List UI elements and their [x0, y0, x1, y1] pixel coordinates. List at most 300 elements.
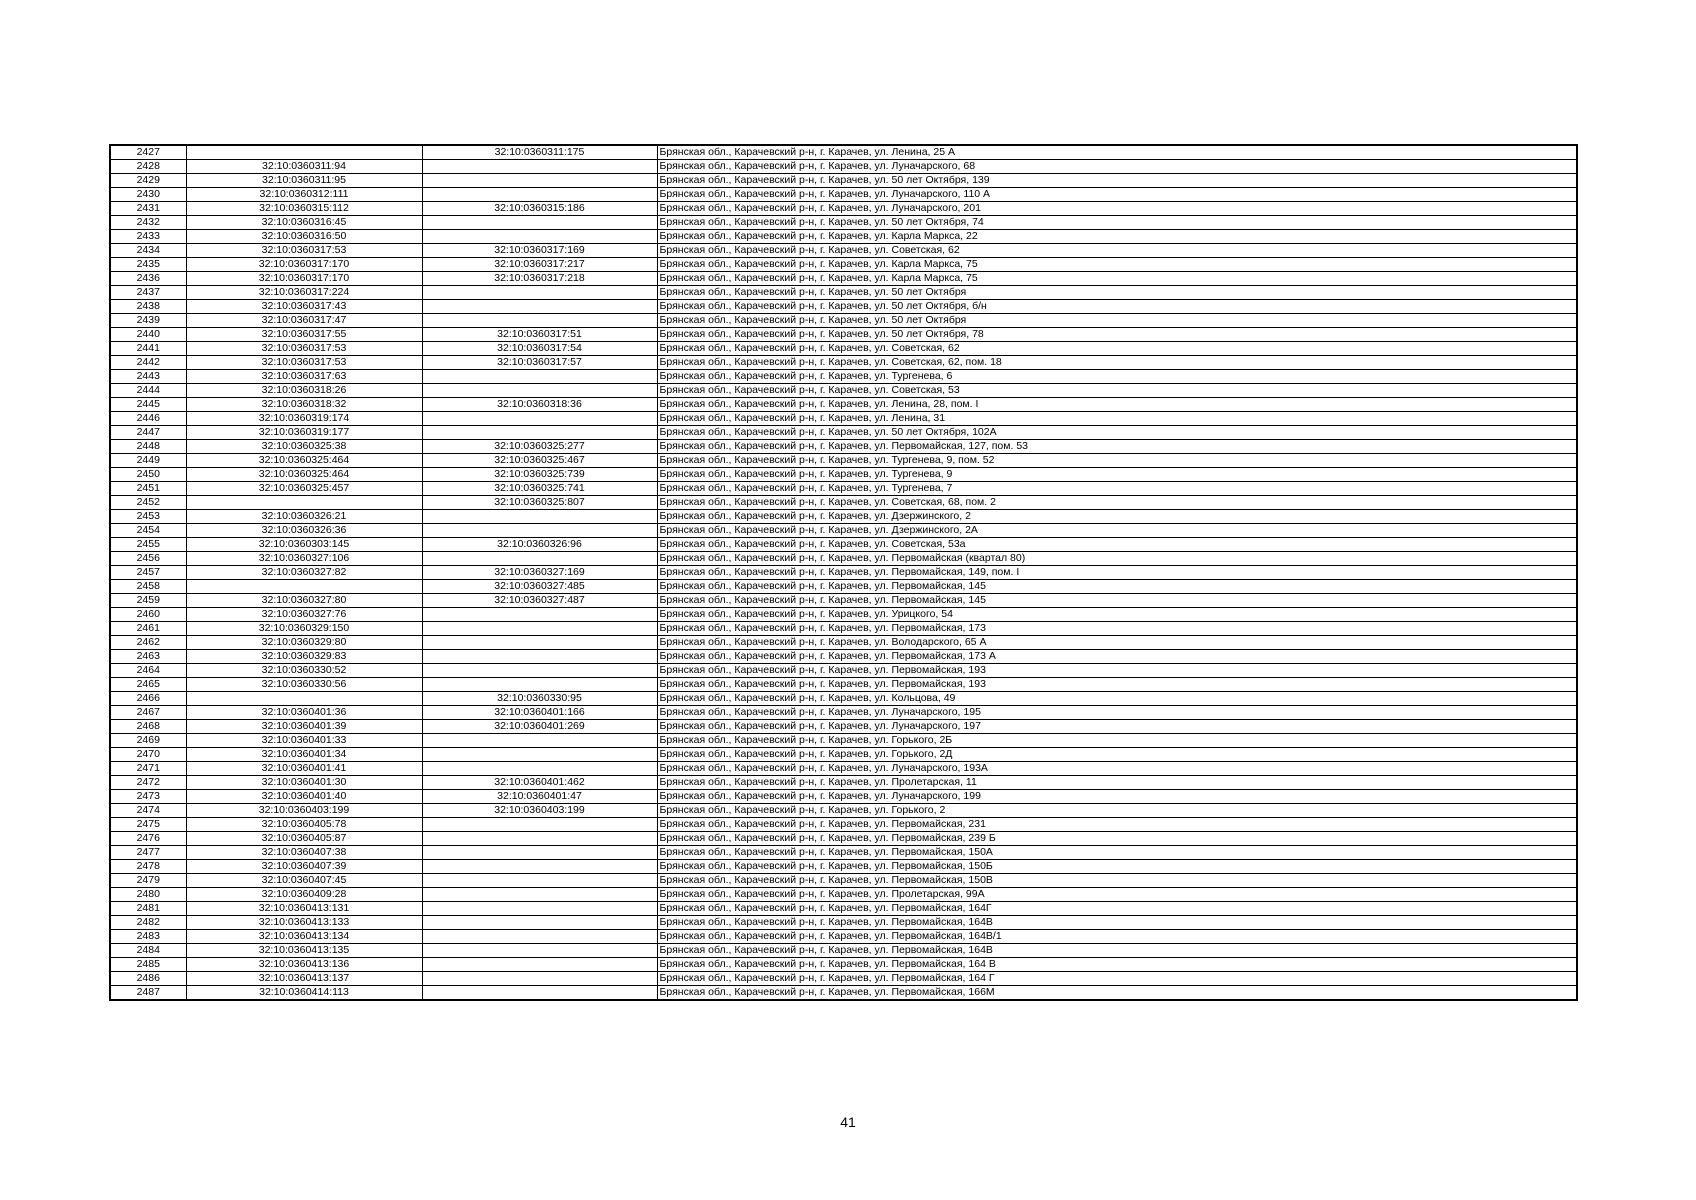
cell-cadastral-number-land: 32:10:0360401:33	[186, 734, 422, 748]
cell-cadastral-number-land: 32:10:0360325:464	[186, 454, 422, 468]
cell-cadastral-number-building	[422, 818, 657, 832]
cell-cadastral-number-land: 32:10:0360401:30	[186, 776, 422, 790]
cell-cadastral-number-land: 32:10:0360330:52	[186, 664, 422, 678]
cell-cadastral-number-land: 32:10:0360317:55	[186, 328, 422, 342]
cell-cadastral-number-land: 32:10:0360326:36	[186, 524, 422, 538]
cell-cadastral-number-building: 32:10:0360330:95	[422, 692, 657, 706]
cell-row-number: 2435	[110, 258, 186, 272]
cell-cadastral-number-land: 32:10:0360319:174	[186, 412, 422, 426]
cell-row-number: 2468	[110, 720, 186, 734]
cell-cadastral-number-building: 32:10:0360327:169	[422, 566, 657, 580]
cell-cadastral-number-land: 32:10:0360318:26	[186, 384, 422, 398]
cell-address: Брянская обл., Карачевский р-н, г. Карачев, ул. Советская, 53а	[657, 538, 1577, 552]
cell-cadastral-number-building	[422, 524, 657, 538]
table-row	[110, 944, 1577, 958]
cell-address: Брянская обл., Карачевский р-н, г. Карачев, ул. Первомайская, 150Б	[657, 860, 1577, 874]
table-row	[110, 986, 1577, 1001]
cell-address: Брянская обл., Карачевский р-н, г. Карачев, ул. Луначарского, 110 А	[657, 188, 1577, 202]
cell-cadastral-number-building	[422, 370, 657, 384]
cell-row-number: 2467	[110, 706, 186, 720]
cell-cadastral-number-land: 32:10:0360405:78	[186, 818, 422, 832]
cell-cadastral-number-building: 32:10:0360317:51	[422, 328, 657, 342]
table-row	[110, 440, 1577, 454]
table-row	[110, 748, 1577, 762]
cell-row-number: 2444	[110, 384, 186, 398]
cell-cadastral-number-building	[422, 832, 657, 846]
cell-cadastral-number-land: 32:10:0360413:131	[186, 902, 422, 916]
cell-row-number: 2471	[110, 762, 186, 776]
table-row	[110, 706, 1577, 720]
cell-row-number: 2486	[110, 972, 186, 986]
table-row	[110, 776, 1577, 790]
cell-row-number: 2480	[110, 888, 186, 902]
cell-cadastral-number-building	[422, 860, 657, 874]
cell-address: Брянская обл., Карачевский р-н, г. Карачев, ул. Первомайская, 166М	[657, 986, 1577, 1001]
table-row	[110, 874, 1577, 888]
cell-address: Брянская обл., Карачевский р-н, г. Карачев, ул. Первомайская, 145	[657, 594, 1577, 608]
cell-row-number: 2469	[110, 734, 186, 748]
table-row	[110, 888, 1577, 902]
cell-cadastral-number-land: 32:10:0360401:41	[186, 762, 422, 776]
cell-cadastral-number-land: 32:10:0360407:45	[186, 874, 422, 888]
cell-cadastral-number-building: 32:10:0360325:807	[422, 496, 657, 510]
cell-cadastral-number-building	[422, 650, 657, 664]
cell-address: Брянская обл., Карачевский р-н, г. Карачев, ул. Первомайская, 164 Г	[657, 972, 1577, 986]
cell-cadastral-number-building	[422, 734, 657, 748]
table-row	[110, 145, 1577, 160]
cell-address: Брянская обл., Карачевский р-н, г. Карачев, ул. Советская, 68, пом. 2	[657, 496, 1577, 510]
cell-cadastral-number-building: 32:10:0360325:467	[422, 454, 657, 468]
cell-row-number: 2439	[110, 314, 186, 328]
table-row	[110, 244, 1577, 258]
cell-cadastral-number-building: 32:10:0360401:47	[422, 790, 657, 804]
registry-table	[109, 144, 1578, 1001]
table-row	[110, 608, 1577, 622]
table-row	[110, 454, 1577, 468]
cell-address: Брянская обл., Карачевский р-н, г. Карачев, ул. Луначарского, 199	[657, 790, 1577, 804]
table-row	[110, 188, 1577, 202]
cell-address: Брянская обл., Карачевский р-н, г. Карачев, ул. 50 лет Октября, 102А	[657, 426, 1577, 440]
cell-cadastral-number-building	[422, 930, 657, 944]
cell-cadastral-number-building	[422, 888, 657, 902]
cell-cadastral-number-land: 32:10:0360316:45	[186, 216, 422, 230]
cell-cadastral-number-building: 32:10:0360327:487	[422, 594, 657, 608]
cell-row-number: 2429	[110, 174, 186, 188]
cell-row-number: 2427	[110, 145, 186, 160]
cell-cadastral-number-building: 32:10:0360317:54	[422, 342, 657, 356]
cell-cadastral-number-building	[422, 636, 657, 650]
table-row	[110, 370, 1577, 384]
cell-address: Брянская обл., Карачевский р-н, г. Карачев, ул. Советская, 53	[657, 384, 1577, 398]
cell-cadastral-number-land: 32:10:0360329:150	[186, 622, 422, 636]
cell-cadastral-number-building: 32:10:0360315:186	[422, 202, 657, 216]
cell-address: Брянская обл., Карачевский р-н, г. Карачев, ул. Первомайская, 164 В	[657, 958, 1577, 972]
cell-cadastral-number-land: 32:10:0360326:21	[186, 510, 422, 524]
cell-cadastral-number-building: 32:10:0360317:169	[422, 244, 657, 258]
cell-address: Брянская обл., Карачевский р-н, г. Карачев, ул. Карла Маркса, 22	[657, 230, 1577, 244]
cell-cadastral-number-building	[422, 958, 657, 972]
cell-row-number: 2457	[110, 566, 186, 580]
cell-row-number: 2455	[110, 538, 186, 552]
cell-row-number: 2452	[110, 496, 186, 510]
table-row	[110, 426, 1577, 440]
cell-cadastral-number-building	[422, 972, 657, 986]
cell-cadastral-number-land: 32:10:0360327:76	[186, 608, 422, 622]
cell-row-number: 2432	[110, 216, 186, 230]
table-row	[110, 482, 1577, 496]
table-row	[110, 342, 1577, 356]
cell-address: Брянская обл., Карачевский р-н, г. Карачев, ул. Первомайская, 173 А	[657, 650, 1577, 664]
table-row	[110, 804, 1577, 818]
cell-row-number: 2449	[110, 454, 186, 468]
table-row	[110, 636, 1577, 650]
table-row	[110, 930, 1577, 944]
cell-cadastral-number-land: 32:10:0360413:136	[186, 958, 422, 972]
table-row	[110, 258, 1577, 272]
cell-cadastral-number-building	[422, 314, 657, 328]
cell-address: Брянская обл., Карачевский р-н, г. Карачев, ул. Володарского, 65 А	[657, 636, 1577, 650]
cell-address: Брянская обл., Карачевский р-н, г. Карачев, ул. 50 лет Октября, б/н	[657, 300, 1577, 314]
cell-cadastral-number-building	[422, 174, 657, 188]
cell-cadastral-number-land: 32:10:0360401:34	[186, 748, 422, 762]
cell-row-number: 2438	[110, 300, 186, 314]
cell-cadastral-number-land: 32:10:0360329:83	[186, 650, 422, 664]
cell-cadastral-number-land: 32:10:0360319:177	[186, 426, 422, 440]
cell-cadastral-number-building	[422, 748, 657, 762]
cell-address: Брянская обл., Карачевский р-н, г. Карачев, ул. Первомайская, 150В	[657, 874, 1577, 888]
table-row	[110, 202, 1577, 216]
cell-row-number: 2482	[110, 916, 186, 930]
cell-cadastral-number-land: 32:10:0360312:111	[186, 188, 422, 202]
cell-cadastral-number-building: 32:10:0360326:96	[422, 538, 657, 552]
table-row	[110, 328, 1577, 342]
cell-cadastral-number-land: 32:10:0360325:464	[186, 468, 422, 482]
cell-row-number: 2475	[110, 818, 186, 832]
cell-cadastral-number-building	[422, 216, 657, 230]
cell-cadastral-number-land: 32:10:0360401:39	[186, 720, 422, 734]
cell-address: Брянская обл., Карачевский р-н, г. Карачев, ул. Луначарского, 197	[657, 720, 1577, 734]
table-row	[110, 286, 1577, 300]
table-row	[110, 174, 1577, 188]
cell-address: Брянская обл., Карачевский р-н, г. Карачев, ул. Первомайская, 150А	[657, 846, 1577, 860]
cell-row-number: 2463	[110, 650, 186, 664]
cell-row-number: 2445	[110, 398, 186, 412]
cell-cadastral-number-building: 32:10:0360317:57	[422, 356, 657, 370]
cell-cadastral-number-building: 32:10:0360325:741	[422, 482, 657, 496]
cell-address: Брянская обл., Карачевский р-н, г. Карачев, ул. 50 лет Октября	[657, 286, 1577, 300]
table-row	[110, 566, 1577, 580]
cell-cadastral-number-building	[422, 664, 657, 678]
cell-cadastral-number-land: 32:10:0360317:224	[186, 286, 422, 300]
cell-row-number: 2454	[110, 524, 186, 538]
cell-cadastral-number-land: 32:10:0360407:38	[186, 846, 422, 860]
cell-address: Брянская обл., Карачевский р-н, г. Карачев, ул. Тургенева, 9, пом. 52	[657, 454, 1577, 468]
cell-cadastral-number-land: 32:10:0360330:56	[186, 678, 422, 692]
cell-cadastral-number-building: 32:10:0360401:462	[422, 776, 657, 790]
cell-cadastral-number-land: 32:10:0360317:43	[186, 300, 422, 314]
cell-address: Брянская обл., Карачевский р-н, г. Карачев, ул. Луначарского, 201	[657, 202, 1577, 216]
cell-cadastral-number-land: 32:10:0360401:40	[186, 790, 422, 804]
table-row	[110, 552, 1577, 566]
cell-cadastral-number-building	[422, 622, 657, 636]
cell-address: Брянская обл., Карачевский р-н, г. Карачев, ул. 50 лет Октября, 139	[657, 174, 1577, 188]
cell-cadastral-number-land: 32:10:0360317:53	[186, 356, 422, 370]
table-row	[110, 594, 1577, 608]
cell-address: Брянская обл., Карачевский р-н, г. Карачев, ул. Кольцова, 49	[657, 692, 1577, 706]
cell-cadastral-number-building	[422, 412, 657, 426]
cell-row-number: 2447	[110, 426, 186, 440]
cell-row-number: 2483	[110, 930, 186, 944]
cell-cadastral-number-land: 32:10:0360407:39	[186, 860, 422, 874]
cell-row-number: 2428	[110, 160, 186, 174]
cell-address: Брянская обл., Карачевский р-н, г. Карачев, ул. Первомайская, 231	[657, 818, 1577, 832]
cell-cadastral-number-building: 32:10:0360311:175	[422, 145, 657, 160]
cell-cadastral-number-building	[422, 300, 657, 314]
cell-address: Брянская обл., Карачевский р-н, г. Карачев, ул. Первомайская, 239 Б	[657, 832, 1577, 846]
cell-row-number: 2441	[110, 342, 186, 356]
cell-cadastral-number-land: 32:10:0360311:95	[186, 174, 422, 188]
cell-row-number: 2461	[110, 622, 186, 636]
cell-cadastral-number-land: 32:10:0360327:80	[186, 594, 422, 608]
table-row	[110, 384, 1577, 398]
table-row	[110, 496, 1577, 510]
cell-row-number: 2464	[110, 664, 186, 678]
cell-cadastral-number-land: 32:10:0360414:113	[186, 986, 422, 1001]
cell-address: Брянская обл., Карачевский р-н, г. Карачев, ул. Советская, 62	[657, 244, 1577, 258]
table-row	[110, 356, 1577, 370]
cell-cadastral-number-land: 32:10:0360317:53	[186, 244, 422, 258]
cell-cadastral-number-land: 32:10:0360409:28	[186, 888, 422, 902]
cell-row-number: 2460	[110, 608, 186, 622]
cell-row-number: 2474	[110, 804, 186, 818]
cell-address: Брянская обл., Карачевский р-н, г. Карачев, ул. 50 лет Октября	[657, 314, 1577, 328]
cell-address: Брянская обл., Карачевский р-н, г. Карачев, ул. Советская, 62, пом. 18	[657, 356, 1577, 370]
cell-cadastral-number-building: 32:10:0360325:277	[422, 440, 657, 454]
cell-address: Брянская обл., Карачевский р-н, г. Карачев, ул. Первомайская, 193	[657, 664, 1577, 678]
cell-row-number: 2470	[110, 748, 186, 762]
cell-address: Брянская обл., Карачевский р-н, г. Карачев, ул. Первомайская, 193	[657, 678, 1577, 692]
cell-cadastral-number-land: 32:10:0360317:53	[186, 342, 422, 356]
cell-address: Брянская обл., Карачевский р-н, г. Карачев, ул. Тургенева, 6	[657, 370, 1577, 384]
cell-address: Брянская обл., Карачевский р-н, г. Карачев, ул. Луначарского, 193А	[657, 762, 1577, 776]
table-row	[110, 468, 1577, 482]
cell-row-number: 2431	[110, 202, 186, 216]
table-row	[110, 524, 1577, 538]
cell-cadastral-number-land	[186, 580, 422, 594]
table-row	[110, 958, 1577, 972]
registry-table-body	[110, 145, 1577, 1000]
cell-cadastral-number-land: 32:10:0360327:82	[186, 566, 422, 580]
cell-cadastral-number-land: 32:10:0360311:94	[186, 160, 422, 174]
cell-cadastral-number-building: 32:10:0360318:36	[422, 398, 657, 412]
cell-address: Брянская обл., Карачевский р-н, г. Карачев, ул. Первомайская (квартал 80)	[657, 552, 1577, 566]
cell-row-number: 2436	[110, 272, 186, 286]
cell-cadastral-number-land: 32:10:0360413:137	[186, 972, 422, 986]
table-row	[110, 622, 1577, 636]
cell-row-number: 2446	[110, 412, 186, 426]
cell-cadastral-number-building	[422, 916, 657, 930]
table-row	[110, 398, 1577, 412]
table-row	[110, 650, 1577, 664]
cell-address: Брянская обл., Карачевский р-н, г. Карачев, ул. Дзержинского, 2А	[657, 524, 1577, 538]
cell-cadastral-number-land: 32:10:0360318:32	[186, 398, 422, 412]
cell-row-number: 2476	[110, 832, 186, 846]
cell-cadastral-number-land: 32:10:0360325:457	[186, 482, 422, 496]
cell-cadastral-number-land: 32:10:0360317:170	[186, 258, 422, 272]
cell-row-number: 2442	[110, 356, 186, 370]
cell-cadastral-number-land	[186, 692, 422, 706]
cell-row-number: 2473	[110, 790, 186, 804]
table-row	[110, 510, 1577, 524]
table-row	[110, 916, 1577, 930]
cell-cadastral-number-building	[422, 678, 657, 692]
table-row	[110, 972, 1577, 986]
cell-row-number: 2433	[110, 230, 186, 244]
cell-address: Брянская обл., Карачевский р-н, г. Карачев, ул. 50 лет Октября, 78	[657, 328, 1577, 342]
cell-row-number: 2462	[110, 636, 186, 650]
cell-row-number: 2487	[110, 986, 186, 1001]
table-row	[110, 230, 1577, 244]
cell-cadastral-number-building: 32:10:0360317:218	[422, 272, 657, 286]
cell-cadastral-number-land: 32:10:0360413:134	[186, 930, 422, 944]
cell-cadastral-number-land: 32:10:0360405:87	[186, 832, 422, 846]
cell-row-number: 2443	[110, 370, 186, 384]
cell-cadastral-number-building	[422, 944, 657, 958]
cell-address: Брянская обл., Карачевский р-н, г. Карачев, ул. Первомайская, 164В	[657, 944, 1577, 958]
cell-cadastral-number-land: 32:10:0360317:170	[186, 272, 422, 286]
cell-address: Брянская обл., Карачевский р-н, г. Карачев, ул. Пролетарская, 11	[657, 776, 1577, 790]
cell-row-number: 2485	[110, 958, 186, 972]
cell-cadastral-number-building	[422, 510, 657, 524]
cell-cadastral-number-land: 32:10:0360401:36	[186, 706, 422, 720]
table-row	[110, 734, 1577, 748]
cell-row-number: 2466	[110, 692, 186, 706]
cell-cadastral-number-land: 32:10:0360325:38	[186, 440, 422, 454]
table-row	[110, 902, 1577, 916]
cell-cadastral-number-building	[422, 160, 657, 174]
cell-cadastral-number-building	[422, 384, 657, 398]
cell-cadastral-number-building	[422, 608, 657, 622]
cell-address: Брянская обл., Карачевский р-н, г. Карачев, ул. Первомайская, 164В/1	[657, 930, 1577, 944]
table-row	[110, 216, 1577, 230]
cell-address: Брянская обл., Карачевский р-н, г. Карачев, ул. Ленина, 31	[657, 412, 1577, 426]
cell-cadastral-number-building	[422, 762, 657, 776]
cell-cadastral-number-land: 32:10:0360316:50	[186, 230, 422, 244]
cell-cadastral-number-building	[422, 230, 657, 244]
cell-row-number: 2430	[110, 188, 186, 202]
cell-row-number: 2458	[110, 580, 186, 594]
table-row	[110, 160, 1577, 174]
cell-cadastral-number-land: 32:10:0360317:47	[186, 314, 422, 328]
table-row	[110, 538, 1577, 552]
page-number: 41	[840, 1114, 856, 1130]
cell-cadastral-number-building: 32:10:0360317:217	[422, 258, 657, 272]
cell-row-number: 2437	[110, 286, 186, 300]
cell-row-number: 2478	[110, 860, 186, 874]
cell-address: Брянская обл., Карачевский р-н, г. Карачев, ул. Пролетарская, 99А	[657, 888, 1577, 902]
cell-cadastral-number-building	[422, 552, 657, 566]
cell-cadastral-number-building	[422, 846, 657, 860]
cell-cadastral-number-land: 32:10:0360303:145	[186, 538, 422, 552]
cell-cadastral-number-land: 32:10:0360327:106	[186, 552, 422, 566]
cell-cadastral-number-building: 32:10:0360327:485	[422, 580, 657, 594]
cell-address: Брянская обл., Карачевский р-н, г. Карачев, ул. Тургенева, 9	[657, 468, 1577, 482]
cell-address: Брянская обл., Карачевский р-н, г. Карачев, ул. 50 лет Октября, 74	[657, 216, 1577, 230]
cell-address: Брянская обл., Карачевский р-н, г. Карачев, ул. Первомайская, 173	[657, 622, 1577, 636]
cell-row-number: 2459	[110, 594, 186, 608]
cell-address: Брянская обл., Карачевский р-н, г. Карачев, ул. Горького, 2Б	[657, 734, 1577, 748]
cell-row-number: 2477	[110, 846, 186, 860]
table-row	[110, 818, 1577, 832]
cell-address: Брянская обл., Карачевский р-н, г. Карачев, ул. Ленина, 28, пом. I	[657, 398, 1577, 412]
cell-cadastral-number-building: 32:10:0360325:739	[422, 468, 657, 482]
table-row	[110, 314, 1577, 328]
cell-cadastral-number-land: 32:10:0360403:199	[186, 804, 422, 818]
table-row	[110, 412, 1577, 426]
cell-cadastral-number-land: 32:10:0360317:63	[186, 370, 422, 384]
cell-cadastral-number-building	[422, 874, 657, 888]
table-row	[110, 664, 1577, 678]
cell-address: Брянская обл., Карачевский р-н, г. Карачев, ул. Карла Маркса, 75	[657, 258, 1577, 272]
table-row	[110, 272, 1577, 286]
cell-cadastral-number-land: 32:10:0360315:112	[186, 202, 422, 216]
cell-address: Брянская обл., Карачевский р-н, г. Карачев, ул. Первомайская, 127, пом. 53	[657, 440, 1577, 454]
cell-address: Брянская обл., Карачевский р-н, г. Карачев, ул. Первомайская, 164В	[657, 916, 1577, 930]
table-row	[110, 832, 1577, 846]
table-row	[110, 846, 1577, 860]
cell-address: Брянская обл., Карачевский р-н, г. Карачев, ул. Горького, 2	[657, 804, 1577, 818]
cell-row-number: 2456	[110, 552, 186, 566]
table-row	[110, 790, 1577, 804]
cell-address: Брянская обл., Карачевский р-н, г. Карачев, ул. Первомайская, 145	[657, 580, 1577, 594]
cell-cadastral-number-building	[422, 426, 657, 440]
table-row	[110, 692, 1577, 706]
cell-address: Брянская обл., Карачевский р-н, г. Карачев, ул. Ленина, 25 А	[657, 145, 1577, 160]
cell-address: Брянская обл., Карачевский р-н, г. Карачев, ул. Урицкого, 54	[657, 608, 1577, 622]
cell-row-number: 2479	[110, 874, 186, 888]
cell-cadastral-number-land	[186, 145, 422, 160]
table-row	[110, 860, 1577, 874]
cell-row-number: 2484	[110, 944, 186, 958]
cell-cadastral-number-building: 32:10:0360403:199	[422, 804, 657, 818]
cell-address: Брянская обл., Карачевский р-н, г. Карачев, ул. Первомайская, 164Г	[657, 902, 1577, 916]
cell-row-number: 2481	[110, 902, 186, 916]
table-row	[110, 300, 1577, 314]
cell-cadastral-number-building: 32:10:0360401:166	[422, 706, 657, 720]
cell-cadastral-number-building	[422, 902, 657, 916]
cell-row-number: 2451	[110, 482, 186, 496]
cell-cadastral-number-land: 32:10:0360413:133	[186, 916, 422, 930]
cell-address: Брянская обл., Карачевский р-н, г. Карачев, ул. Карла Маркса, 75	[657, 272, 1577, 286]
cell-cadastral-number-building	[422, 986, 657, 1001]
table-row	[110, 678, 1577, 692]
cell-address: Брянская обл., Карачевский р-н, г. Карачев, ул. Советская, 62	[657, 342, 1577, 356]
cell-cadastral-number-building	[422, 286, 657, 300]
cell-address: Брянская обл., Карачевский р-н, г. Карачев, ул. Тургенева, 7	[657, 482, 1577, 496]
cell-row-number: 2465	[110, 678, 186, 692]
cell-cadastral-number-land: 32:10:0360329:80	[186, 636, 422, 650]
cell-row-number: 2450	[110, 468, 186, 482]
cell-cadastral-number-land: 32:10:0360413:135	[186, 944, 422, 958]
cell-address: Брянская обл., Карачевский р-н, г. Карачев, ул. Первомайская, 149, пом. I	[657, 566, 1577, 580]
cell-row-number: 2440	[110, 328, 186, 342]
cell-cadastral-number-building: 32:10:0360401:269	[422, 720, 657, 734]
cell-cadastral-number-land	[186, 496, 422, 510]
table-row	[110, 762, 1577, 776]
cell-row-number: 2434	[110, 244, 186, 258]
table-row	[110, 720, 1577, 734]
cell-address: Брянская обл., Карачевский р-н, г. Карачев, ул. Дзержинского, 2	[657, 510, 1577, 524]
